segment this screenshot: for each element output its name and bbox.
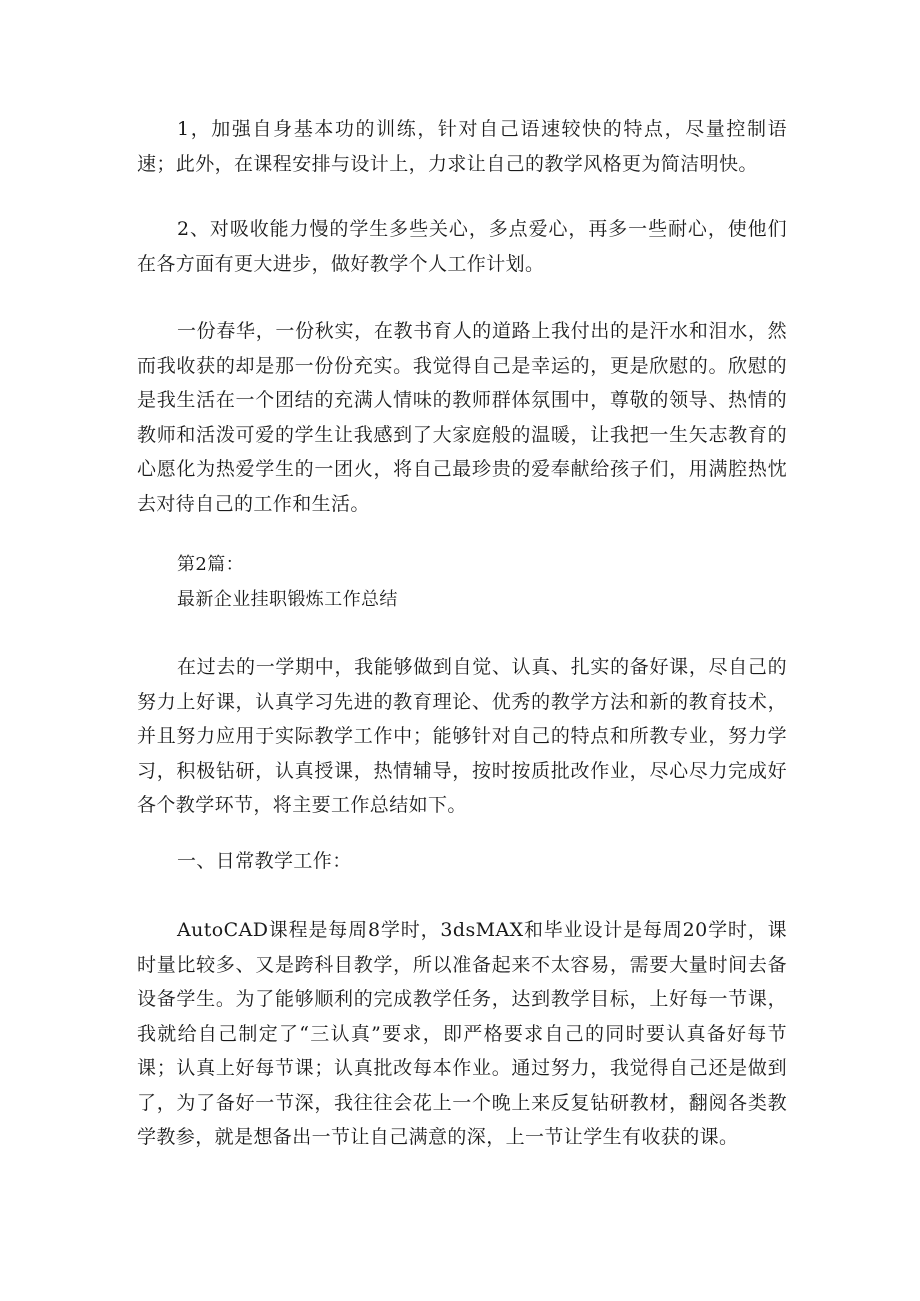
paragraph-daily-teaching: AutoCAD课程是每周8学时，3dsMAX和毕业设计是每周20学时，课时量比较多、又是跨科目教学，所以准备起来不太容易，需要大量时间去备设备学生。为了能够顺利的完成教学任务，达到教学目标，上好每一节课，我就给自己制定了“三认真”要求，即严格要求自己的同时要认真备好每节课；认真上好每节课；认真批改每本作业。通过努力，我觉得自己还是做到了，为了备好一节深，我往往会花上一个晚上来反复钻研教材，翻阅各类教学教参，就是想备出一节让自己满意的深，上一节让学生有收获的课。 [137, 919, 787, 1148]
part-title: 最新企业挂职锻炼工作总结 [177, 589, 398, 610]
section-heading-daily-teaching: 一、日常教学工作： [177, 850, 352, 872]
paragraph-intro: 在过去的一学期中，我能够做到自觉、认真、扎实的备好课，尽自己的努力上好课，认真学习先进的教育理论、优秀的教学方法和新的教育技术，并且努力应用于实际教学工作中；能够针对自己的特点和所教专业，努力学习，积极钻研，认真授课，热情辅导，按时按质批改作业，尽心尽力完成好各个教学环节，将主要工作总结如下。 [137, 656, 787, 816]
part-label: 第2篇： [177, 554, 245, 575]
paragraph-improvement-1: 1，加强自身基本功的训练，针对自己语速较快的特点，尽量控制语速；此外，在课程安排与设计上，力求让自己的教学风格更为简洁明快。 [137, 118, 787, 175]
paragraph-reflection: 一份春华，一份秋实，在教书育人的道路上我付出的是汗水和泪水，然而我收获的却是那一份份充实。我觉得自己是幸运的，更是欣慰的。欣慰的是我生活在一个团结的充满人情味的教师群体氛围中，尊敬的领导、热情的教师和活泼可爱的学生让我感到了大家庭般的温暖，让我把一生矢志教育的心愿化为热爱学生的一团火，将自己最珍贵的爱奉献给孩子们，用满腔热忱去对待自己的工作和生活。 [137, 320, 787, 515]
paragraph-improvement-2: 2、对吸收能力慢的学生多些关心，多点爱心，再多一些耐心，使他们在各方面有更大进步，做好教学个人工作计划。 [137, 218, 787, 275]
